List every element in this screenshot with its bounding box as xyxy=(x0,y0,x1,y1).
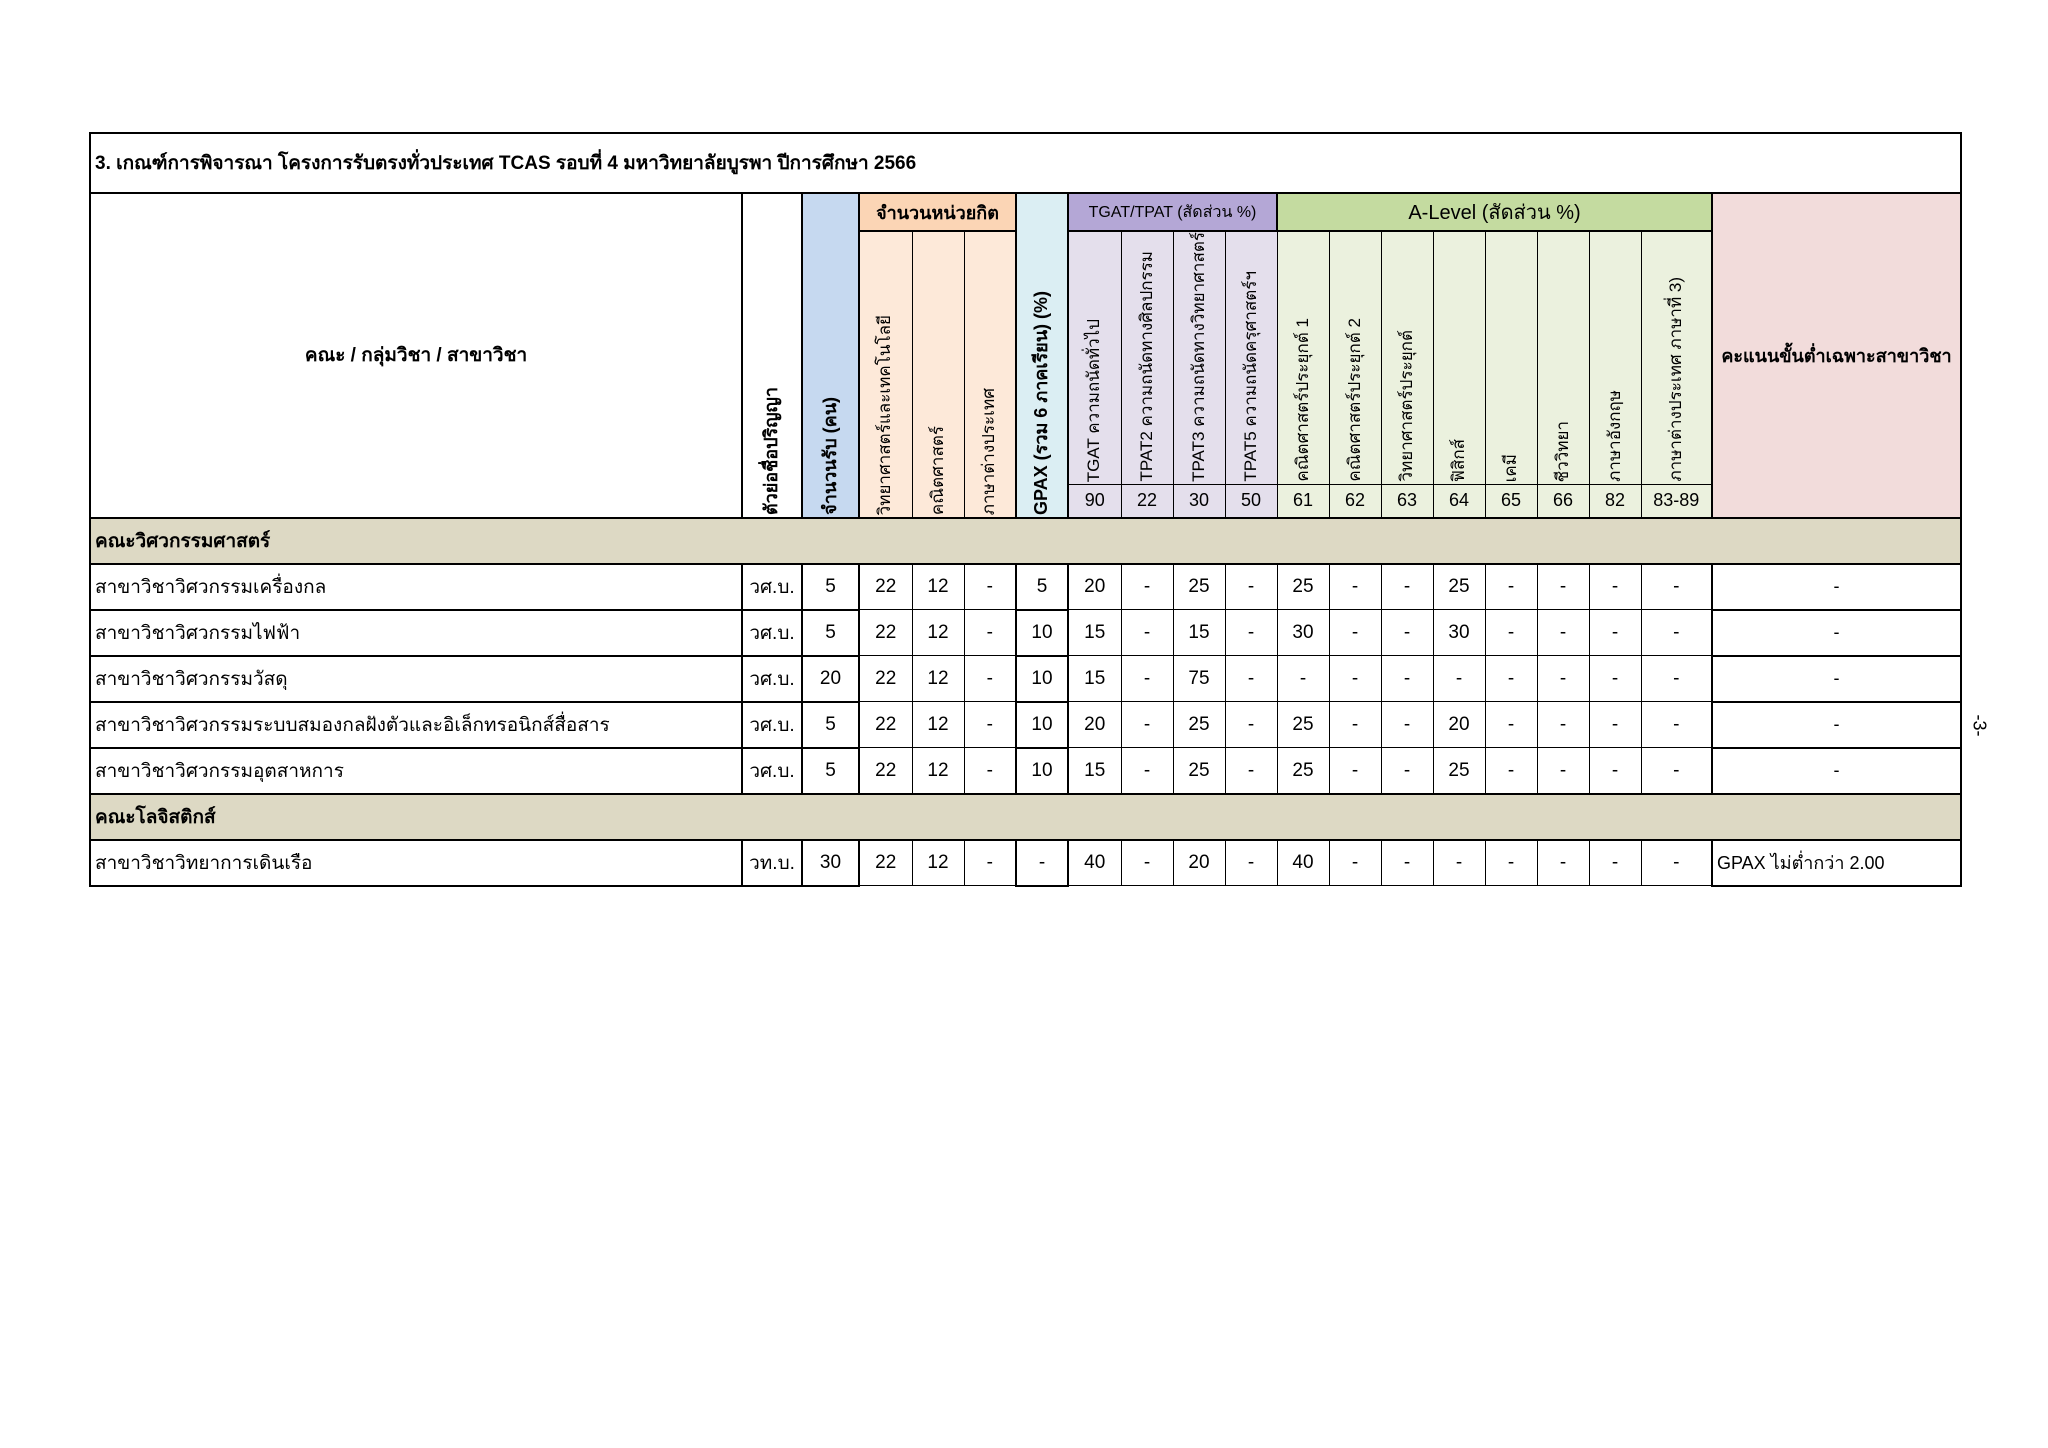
units-value: - xyxy=(964,702,1016,748)
seats-value: 30 xyxy=(802,840,859,886)
alevel-code-7: 83-89 xyxy=(1641,484,1712,518)
gpax-value: 10 xyxy=(1016,702,1068,748)
alevel-value: - xyxy=(1329,564,1381,610)
alevel-value: 30 xyxy=(1277,610,1329,656)
units-value: 22 xyxy=(859,656,912,702)
alevel-code-4: 65 xyxy=(1485,484,1537,518)
alevel-value: - xyxy=(1589,564,1641,610)
degree-abbr: วศ.บ. xyxy=(742,564,802,610)
table-row xyxy=(90,610,1961,656)
alevel-value: 25 xyxy=(1433,564,1485,610)
alevel-value: - xyxy=(1381,840,1433,886)
tgat-value: 15 xyxy=(1173,610,1225,656)
alevel-value: - xyxy=(1381,702,1433,748)
alevel-header-4: เคมี xyxy=(1485,231,1537,484)
alevel-code-5: 66 xyxy=(1537,484,1589,518)
alevel-value: - xyxy=(1381,564,1433,610)
alevel-value: - xyxy=(1485,564,1537,610)
tgat-value: 25 xyxy=(1173,702,1225,748)
gpax-header: GPAX (รวม 6 ภาคเรียน) (%) xyxy=(1016,193,1068,518)
gpax-value: - xyxy=(1016,840,1068,886)
alevel-value: - xyxy=(1537,610,1589,656)
alevel-value: - xyxy=(1381,656,1433,702)
minimum-score-value: - xyxy=(1712,748,1961,794)
minimum-score-value: - xyxy=(1712,656,1961,702)
section-row xyxy=(90,518,1961,564)
alevel-value: 25 xyxy=(1433,748,1485,794)
faculty-header: คณะ / กลุ่มวิชา / สาขาวิชา xyxy=(90,193,742,518)
units-header-science: วิทยาศาสตร์และเทคโนโลยี xyxy=(859,231,912,518)
alevel-value: - xyxy=(1485,610,1537,656)
tgat-code-1: 22 xyxy=(1121,484,1173,518)
alevel-code-3: 64 xyxy=(1433,484,1485,518)
table-row xyxy=(90,564,1961,610)
units-value: 12 xyxy=(912,610,964,656)
gpax-value: 10 xyxy=(1016,610,1068,656)
units-value: - xyxy=(964,564,1016,610)
alevel-value: - xyxy=(1537,564,1589,610)
alevel-code-1: 62 xyxy=(1329,484,1381,518)
units-header-math: คณิตศาสตร์ xyxy=(912,231,964,518)
alevel-value: 40 xyxy=(1277,840,1329,886)
alevel-header-2: วิทยาศาสตร์ประยุกต์ xyxy=(1381,231,1433,484)
program-name: สาขาวิชาวิศวกรรมเครื่องกล xyxy=(90,564,742,610)
tgat-value: 15 xyxy=(1068,748,1121,794)
alevel-header-1: คณิตศาสตร์ประยุกต์ 2 xyxy=(1329,231,1381,484)
units-value: 22 xyxy=(859,610,912,656)
alevel-value: - xyxy=(1433,656,1485,702)
tgat-value: 25 xyxy=(1173,748,1225,794)
tgat-value: 25 xyxy=(1173,564,1225,610)
alevel-value: - xyxy=(1641,610,1712,656)
units-value: 22 xyxy=(859,748,912,794)
seats-header: จำนวนรับ (คน) xyxy=(802,193,859,518)
alevel-value: - xyxy=(1589,840,1641,886)
alevel-value: 25 xyxy=(1277,748,1329,794)
alevel-header-0: คณิตศาสตร์ประยุกต์ 1 xyxy=(1277,231,1329,484)
units-value: 22 xyxy=(859,702,912,748)
units-value: 12 xyxy=(912,564,964,610)
program-name: สาขาวิชาวิศวกรรมระบบสมองกลฝังตัวและอิเล็กทรอนิกส์สื่อสาร xyxy=(90,702,742,748)
table-title: 3. เกณฑ์การพิจารณา โครงการรับตรงทั่วประเทศ TCAS รอบที่ 4 มหาวิทยาลัยบูรพา ปีการศึกษา 2566 xyxy=(90,133,1961,193)
alevel-value: - xyxy=(1485,748,1537,794)
minimum-score-value: - xyxy=(1712,564,1961,610)
alevel-header-7: ภาษาต่างประเทศ ภาษาที่ 3) xyxy=(1641,231,1712,484)
alevel-header-6: ภาษาอังกฤษ xyxy=(1589,231,1641,484)
alevel-header-5: ชีววิทยา xyxy=(1537,231,1589,484)
alevel-code-6: 82 xyxy=(1589,484,1641,518)
tgat-value: - xyxy=(1225,748,1277,794)
degree-abbr: วท.บ. xyxy=(742,840,802,886)
minimum-score-value: - xyxy=(1712,610,1961,656)
tgat-value: - xyxy=(1121,564,1173,610)
tgat-header-0: TGAT ความถนัดทั่วไป xyxy=(1068,231,1121,484)
tgat-value: 75 xyxy=(1173,656,1225,702)
alevel-value: - xyxy=(1641,564,1712,610)
alevel-value: - xyxy=(1485,702,1537,748)
degree-abbr: วศ.บ. xyxy=(742,610,802,656)
alevel-value: - xyxy=(1537,748,1589,794)
tgat-value: 20 xyxy=(1068,564,1121,610)
units-value: 12 xyxy=(912,840,964,886)
tgat-value: - xyxy=(1121,702,1173,748)
alevel-value: - xyxy=(1329,840,1381,886)
table-row xyxy=(90,748,1961,794)
tgat-header-1: TPAT2 ความถนัดทางศิลปกรรม xyxy=(1121,231,1173,484)
seats-value: 5 xyxy=(802,610,859,656)
alevel-value: - xyxy=(1277,656,1329,702)
page-number: -3- xyxy=(1969,714,1990,737)
tgat-header-2: TPAT3 ความถนัดทางวิทยาศาสตร์ xyxy=(1173,231,1225,484)
tgat-value: 40 xyxy=(1068,840,1121,886)
units-header-foreign-language: ภาษาต่างประเทศ xyxy=(964,231,1016,518)
seats-value: 5 xyxy=(802,564,859,610)
alevel-value: 25 xyxy=(1277,564,1329,610)
tgat-value: - xyxy=(1121,610,1173,656)
section-row xyxy=(90,794,1961,840)
alevel-value: - xyxy=(1641,702,1712,748)
alevel-value: - xyxy=(1589,702,1641,748)
alevel-value: - xyxy=(1537,702,1589,748)
tgat-value: - xyxy=(1225,702,1277,748)
units-value: 12 xyxy=(912,748,964,794)
tgat-value: 20 xyxy=(1173,840,1225,886)
alevel-value: - xyxy=(1589,610,1641,656)
alevel-value: - xyxy=(1329,656,1381,702)
alevel-header-3: ฟิสิกส์ xyxy=(1433,231,1485,484)
seats-value: 20 xyxy=(802,656,859,702)
alevel-value: - xyxy=(1485,656,1537,702)
program-name: สาขาวิชาวิทยาการเดินเรือ xyxy=(90,840,742,886)
degree-abbr: วศ.บ. xyxy=(742,702,802,748)
tgat-code-3: 50 xyxy=(1225,484,1277,518)
alevel-value: - xyxy=(1381,610,1433,656)
table-row xyxy=(90,840,1961,886)
tgat-value: - xyxy=(1121,748,1173,794)
minimum-score-value: GPAX ไม่ต่ำกว่า 2.00 xyxy=(1712,840,1961,886)
tgat-group-header: TGAT/TPAT (สัดส่วน %) xyxy=(1068,193,1277,231)
tgat-header-3: TPAT5 ความถนัดครุศาสตร์ฯ xyxy=(1225,231,1277,484)
alevel-value: - xyxy=(1329,748,1381,794)
alevel-value: - xyxy=(1589,748,1641,794)
seats-value: 5 xyxy=(802,748,859,794)
alevel-value: 30 xyxy=(1433,610,1485,656)
seats-value: 5 xyxy=(802,702,859,748)
gpax-value: 5 xyxy=(1016,564,1068,610)
alevel-value: - xyxy=(1329,702,1381,748)
alevel-value: - xyxy=(1433,840,1485,886)
alevel-code-2: 63 xyxy=(1381,484,1433,518)
alevel-value: 25 xyxy=(1277,702,1329,748)
alevel-code-0: 61 xyxy=(1277,484,1329,518)
minimum-score-value: - xyxy=(1712,702,1961,748)
units-value: - xyxy=(964,610,1016,656)
table-row xyxy=(90,656,1961,702)
alevel-value: - xyxy=(1537,656,1589,702)
tgat-code-2: 30 xyxy=(1173,484,1225,518)
tgat-value: - xyxy=(1225,656,1277,702)
tgat-value: - xyxy=(1121,840,1173,886)
units-value: 12 xyxy=(912,656,964,702)
gpax-value: 10 xyxy=(1016,748,1068,794)
gpax-value: 10 xyxy=(1016,656,1068,702)
units-value: 22 xyxy=(859,840,912,886)
section-title: คณะวิศวกรรมศาสตร์ xyxy=(90,518,1961,564)
units-group-header: จำนวนหน่วยกิต xyxy=(859,193,1016,231)
alevel-value: - xyxy=(1537,840,1589,886)
alevel-value: - xyxy=(1329,610,1381,656)
alevel-value: - xyxy=(1381,748,1433,794)
units-value: - xyxy=(964,748,1016,794)
program-name: สาขาวิชาวิศวกรรมไฟฟ้า xyxy=(90,610,742,656)
tgat-value: 15 xyxy=(1068,610,1121,656)
units-value: 22 xyxy=(859,564,912,610)
units-value: - xyxy=(964,840,1016,886)
tgat-value: 20 xyxy=(1068,702,1121,748)
alevel-value: 20 xyxy=(1433,702,1485,748)
tgat-value: 15 xyxy=(1068,656,1121,702)
program-name: สาขาวิชาวิศวกรรมวัสดุ xyxy=(90,656,742,702)
degree-header: ตัวย่อชื่อปริญญา xyxy=(742,193,802,518)
alevel-value: - xyxy=(1485,840,1537,886)
section-title: คณะโลจิสติกส์ xyxy=(90,794,1961,840)
alevel-value: - xyxy=(1641,840,1712,886)
alevel-value: - xyxy=(1589,656,1641,702)
criteria-table xyxy=(89,132,1962,887)
alevel-value: - xyxy=(1641,656,1712,702)
units-value: 12 xyxy=(912,702,964,748)
units-value: - xyxy=(964,656,1016,702)
tgat-value: - xyxy=(1225,840,1277,886)
tgat-value: - xyxy=(1225,564,1277,610)
degree-abbr: วศ.บ. xyxy=(742,656,802,702)
program-name: สาขาวิชาวิศวกรรมอุตสาหการ xyxy=(90,748,742,794)
tgat-code-0: 90 xyxy=(1068,484,1121,518)
alevel-group-header: A-Level (สัดส่วน %) xyxy=(1277,193,1712,231)
minimum-score-header: คะแนนขั้นต่ำเฉพาะสาขาวิชา xyxy=(1712,193,1961,518)
alevel-value: - xyxy=(1641,748,1712,794)
tgat-value: - xyxy=(1121,656,1173,702)
tgat-value: - xyxy=(1225,610,1277,656)
table-row xyxy=(90,702,1961,748)
degree-abbr: วศ.บ. xyxy=(742,748,802,794)
